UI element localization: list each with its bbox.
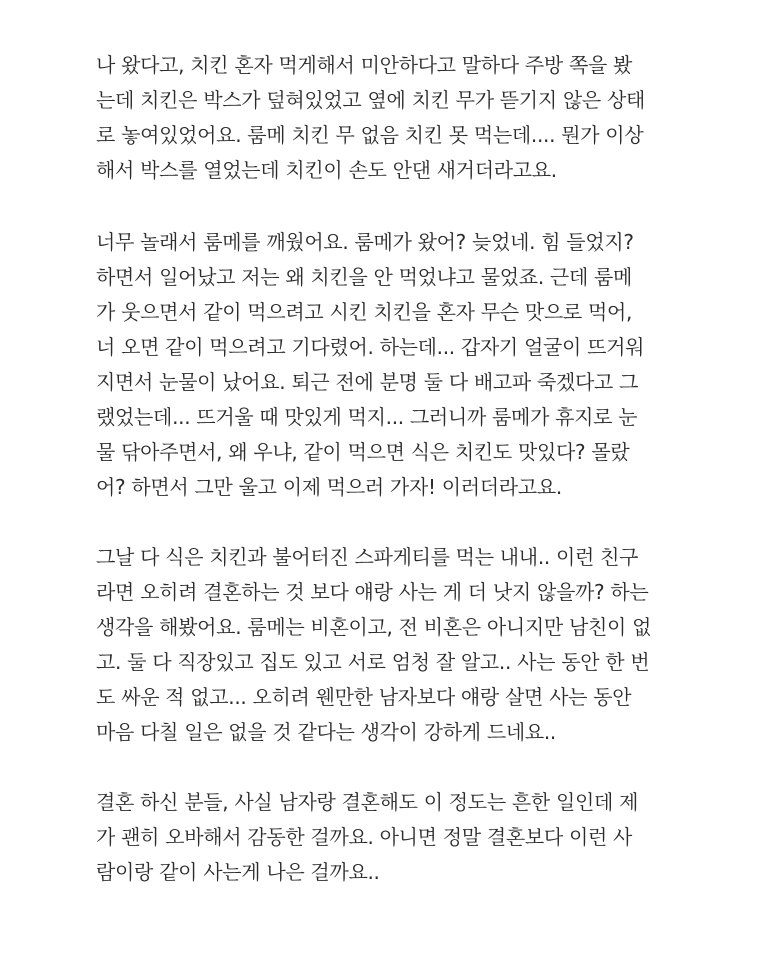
text-line: 람이랑 같이 사는게 나은 걸까요.. [96,860,380,884]
text-line: 하면서 일어났고 저는 왜 치킨을 안 먹었냐고 물었죠. 근데 룸메 [96,265,633,289]
text-line: 가 괜히 오바해서 감동한 걸까요. 아니면 정말 결혼보다 이런 사 [96,825,633,849]
text-line: 해서 박스를 열었는데 치킨이 손도 안댄 새거더라고요. [96,158,557,182]
text-line: 생각을 해봤어요. 룸메는 비혼이고, 전 비혼은 아니지만 남친이 없 [96,615,652,639]
text-line: 나 왔다고, 치킨 혼자 먹게해서 미안하다고 말하다 주방 쪽을 봤 [96,53,633,77]
text-line: 지면서 눈물이 났어요. 퇴근 전에 분명 둘 다 배고파 죽겠다고 그 [96,370,639,394]
text-line: 고. 둘 다 직장있고 집도 있고 서로 엄청 잘 알고.. 사는 동안 한 번 [96,650,650,674]
text-line: 결혼 하신 분들, 사실 남자랑 결혼해도 이 정도는 흔한 일인데 제 [96,790,639,814]
text-line: 어? 하면서 그만 울고 이제 먹으러 가자! 이러더라고요. [96,475,562,499]
text-line: 로 놓여있었어요. 룸메 치킨 무 없음 치킨 못 먹는데.... 뭔가 이상 [96,123,644,147]
text-line: 도 싸운 적 없고... 오히려 웬만한 남자보다 얘랑 살면 사는 동안 [96,685,632,709]
paragraph-4 [96,785,696,890]
text-line: 너무 놀래서 룸메를 깨웠어요. 룸메가 왔어? 늦었네. 힘 들었지? [96,230,634,254]
text-line: 는데 치킨은 박스가 덮혀있었고 옆에 치킨 무가 뜯기지 않은 상태 [96,88,646,112]
text-line: 라면 오히려 결혼하는 것 보다 얘랑 사는 게 더 낫지 않을까? 하는 [96,580,649,604]
paragraph-3 [96,540,696,750]
paragraph-1 [96,48,696,188]
text-line: 물 닦아주면서, 왜 우냐, 같이 먹으면 식은 치킨도 맛있다? 몰랐 [96,440,630,464]
paragraph-2 [96,225,696,505]
text-line: 랬었는데... 뜨거울 때 맛있게 먹지... 그러니까 룸메가 휴지로 눈 [96,405,638,429]
text-line: 마음 다칠 일은 없을 것 같다는 생각이 강하게 드네요.. [96,720,556,744]
text-line: 그날 다 식은 치킨과 불어터진 스파게티를 먹는 내내.. 이런 친구 [96,545,639,569]
text-line: 가 웃으면서 같이 먹으려고 시킨 치킨을 혼자 무슨 맛으로 먹어, [96,300,633,324]
text-line: 너 오면 같이 먹으려고 기다렸어. 하는데... 갑자기 얼굴이 뜨거워 [96,335,645,359]
